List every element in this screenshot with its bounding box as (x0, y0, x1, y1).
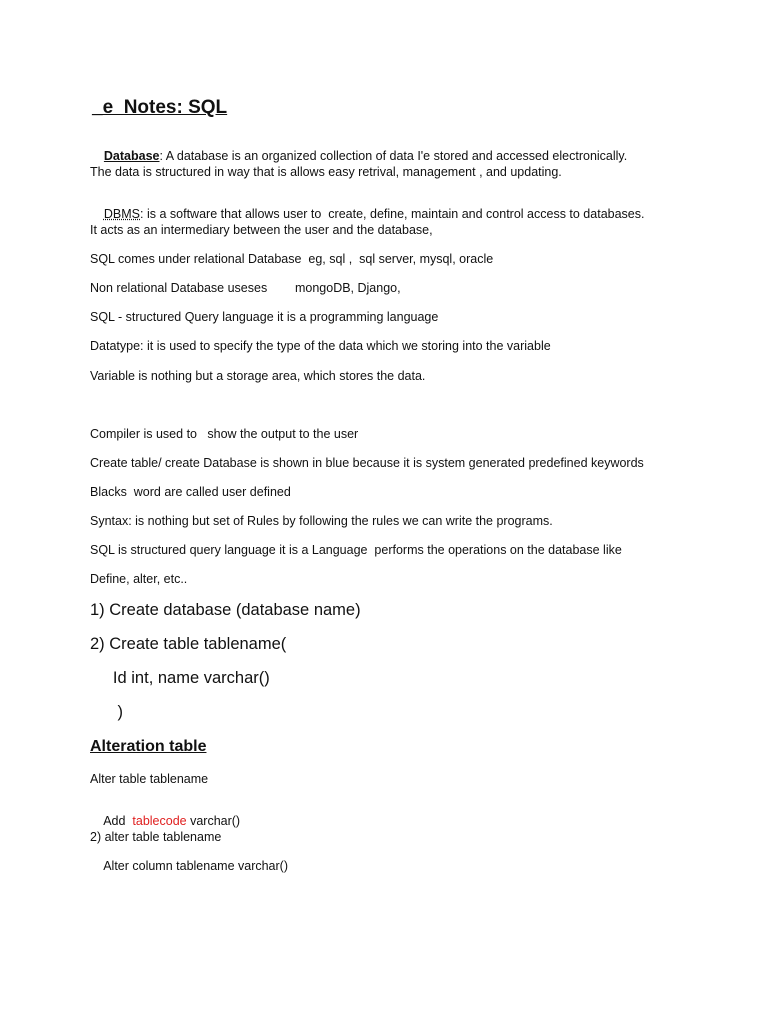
term-database: Database (103, 148, 160, 163)
alteration-text: varchar() (186, 813, 241, 828)
highlighted-keyword: tablecode (132, 813, 187, 828)
paragraph-text: : A database is an organized collection of data I'e stored and accessed electronically. (159, 148, 628, 163)
paragraph-text: The data is structured in way that is allows easy retrival, management , and updating. (90, 165, 562, 179)
section-heading: Alteration table (90, 738, 207, 755)
code-line: ) (90, 703, 123, 721)
paragraph-text: Compiler is used to show the output to the user (90, 427, 359, 441)
paragraph-text: Syntax: is nothing but set of Rules by following the rules we can write the programs. (90, 514, 553, 528)
paragraph-text: Define, alter, etc.. (90, 572, 188, 586)
alteration-line: Alter column tablename varchar() (90, 859, 288, 873)
paragraph-text: : is a software that allows user to create, define, maintain and control access to databases. (140, 206, 645, 221)
paragraph-text: Variable is nothing but a storage area, which stores the data. (90, 369, 426, 383)
paragraph-text: SQL - structured Query language it is a programming language (90, 310, 439, 324)
term-dbms: DBMS (103, 206, 141, 221)
code-line: 1) Create database (database name) (90, 601, 361, 619)
paragraph-text: SQL is structured query language it is a Language performs the operations on the database like (90, 543, 622, 557)
alteration-line: 2) alter table tablename (90, 830, 222, 844)
page-title: _e Notes: SQL (92, 97, 228, 118)
paragraph-text: Datatype: it is used to specify the type of the data which we storing into the variable (90, 339, 551, 353)
paragraph-text: Blacks word are called user defined (90, 485, 291, 499)
paragraph-text: Non relational Database useses mongoDB, Django, (90, 281, 401, 295)
alteration-line: Alter table tablename (90, 772, 209, 786)
paragraph-text: SQL comes under relational Database eg, sql , sql server, mysql, oracle (90, 252, 494, 266)
paragraph-text: It acts as an intermediary between the user and the database, (90, 223, 433, 237)
alteration-text: Add (103, 813, 133, 828)
code-line: 2) Create table tablename( (90, 635, 287, 653)
paragraph-text: Create table/ create Database is shown in blue because it is system generated predefined keywords (90, 456, 644, 470)
code-line: Id int, name varchar() (90, 669, 270, 687)
